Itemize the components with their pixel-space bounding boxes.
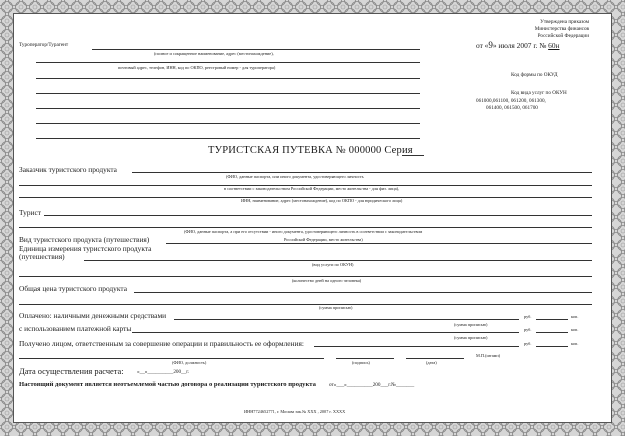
payment-date-line[interactable] bbox=[406, 358, 464, 359]
customer-hint-3: ИНН, наименование, адрес (местонахождение), код по ОКПО - для юридического лица) bbox=[241, 198, 403, 203]
operator-line-2[interactable] bbox=[36, 62, 420, 63]
payment-received-line[interactable] bbox=[314, 346, 519, 347]
payment-received-label: Получено лицом, ответственным за совершение операции и правильность ее оформления: bbox=[19, 339, 304, 348]
product-type-label: Вид туристского продукта (путешествия) bbox=[19, 235, 150, 244]
tourist-hint-2: Российской Федерации, место жительства) bbox=[284, 237, 363, 242]
tourist-line-2[interactable] bbox=[19, 227, 592, 228]
payment-card-rub-line[interactable] bbox=[536, 332, 568, 333]
product-days-hint: (количество дней на одного человека) bbox=[292, 278, 362, 283]
approval-order-number: 60н bbox=[548, 41, 560, 50]
approval-line-3: Российской Федерации bbox=[537, 33, 589, 39]
approval-date-row: от «9» июля 2007 г. № 60н bbox=[476, 40, 560, 50]
payment-cash-label: Оплачено: наличными денежными средствами bbox=[19, 311, 167, 320]
operator-line-3[interactable] bbox=[36, 78, 420, 79]
operator-line-7[interactable] bbox=[36, 138, 420, 139]
approval-line-1: Утверждена приказом bbox=[540, 19, 589, 25]
settlement-date: «__»__________200__г. bbox=[137, 369, 190, 375]
tourist-line-1[interactable] bbox=[44, 215, 592, 216]
okud-label: Код формы по ОКУД bbox=[511, 72, 558, 78]
payment-sign-line[interactable] bbox=[336, 358, 394, 359]
customer-hint-2: в соответствии с законодательством Российской Федерации, место жительства - для физ. лица), bbox=[224, 186, 400, 191]
product-unit-label-1: Единица измерения туристского продукта bbox=[19, 244, 152, 253]
approval-day: 9 bbox=[488, 40, 493, 50]
operator-label: Туроператор/Турагент bbox=[19, 42, 69, 48]
tourist-hint-1: (ФИО, данные паспорта, а при его отсутствии - иного документа, удостоверяющего личность в соответствии с законодательством bbox=[184, 229, 423, 234]
okun-codes-2: 061400, 061500, 061700 bbox=[486, 105, 538, 111]
product-unit-label-2: (путешествия) bbox=[19, 252, 65, 261]
voucher-title: ТУРИСТСКАЯ ПУТЕВКА № 000000 Серия bbox=[208, 145, 413, 156]
product-price-line-1[interactable] bbox=[134, 292, 592, 293]
customer-label: Заказчик туристского продукта bbox=[19, 165, 117, 174]
customer-line-1[interactable] bbox=[132, 172, 592, 173]
operator-line-4[interactable] bbox=[36, 93, 420, 94]
tourist-label: Турист bbox=[19, 208, 42, 217]
payment-card-rub: руб. bbox=[524, 327, 532, 332]
series-line[interactable] bbox=[402, 155, 424, 156]
printer-imprint: ИНН7724652771, г. Москва зак.№ XXX , 2007 г. XXXX bbox=[244, 409, 346, 414]
okun-codes-1: 061000,061100, 061200, 061300, bbox=[476, 98, 546, 104]
payment-card-sum-hint: (сумма прописью) bbox=[454, 335, 488, 340]
approval-year: 2007 bbox=[516, 41, 532, 50]
operator-line-1[interactable] bbox=[92, 49, 420, 50]
payment-received-kop: коп. bbox=[571, 341, 579, 346]
operator-hint-1: (полное и сокращенное наименование, адрес (местонахождение), bbox=[154, 51, 274, 56]
okun-title: Код вида услуг по ОКУН bbox=[511, 90, 567, 96]
payment-cash-line[interactable] bbox=[174, 319, 519, 320]
product-price-label: Общая цена туристского продукта bbox=[19, 284, 127, 293]
customer-hint-1: (ФИО, данные паспорта, или иного документа, удостоверяющего личность bbox=[226, 174, 364, 179]
payment-fio-line[interactable] bbox=[19, 358, 324, 359]
operator-hint-2: почтовый адрес, телефон, ИНН, код по ОКПО, реестровый номер - для туроператора) bbox=[118, 65, 276, 70]
product-days-line[interactable] bbox=[19, 276, 592, 277]
payment-cash-rub-line[interactable] bbox=[536, 319, 568, 320]
stamp-label: М.П.(штамп) bbox=[476, 353, 501, 358]
payment-card-line[interactable] bbox=[132, 332, 519, 333]
contract-date: от«___»__________200___г.№_______ bbox=[329, 382, 415, 388]
payment-date-hint: (дата) bbox=[426, 360, 437, 365]
payment-cash-kop: коп. bbox=[571, 314, 579, 319]
product-unit-line[interactable] bbox=[84, 260, 592, 261]
payment-cash-sum-hint: (сумма прописью) bbox=[454, 322, 488, 327]
product-price-line-2[interactable] bbox=[19, 304, 592, 305]
payment-received-rub: руб. bbox=[524, 341, 532, 346]
payment-fio-hint: (ФИО, должность) bbox=[172, 360, 207, 365]
payment-card-label: с использованием платежной карты bbox=[19, 324, 132, 333]
approval-line-2: Министерства финансов bbox=[534, 26, 589, 32]
product-sum-hint: (сумма прописью) bbox=[319, 305, 353, 310]
product-type-line[interactable] bbox=[166, 243, 592, 244]
operator-line-6[interactable] bbox=[36, 123, 420, 124]
payment-card-kop: коп. bbox=[571, 327, 579, 332]
payment-sign-hint: (подпись) bbox=[352, 360, 370, 365]
product-okun-hint: (вид услуги по ОКУН) bbox=[312, 262, 354, 267]
operator-line-5[interactable] bbox=[36, 108, 420, 109]
payment-received-rub-line[interactable] bbox=[536, 346, 568, 347]
payment-cash-rub: руб. bbox=[524, 314, 532, 319]
contract-note: Настоящий документ является неотъемлемой частью договора о реализации туристского продукта bbox=[19, 381, 316, 388]
form-sheet bbox=[13, 13, 612, 423]
settlement-label: Дата осуществления расчета: bbox=[19, 367, 124, 376]
